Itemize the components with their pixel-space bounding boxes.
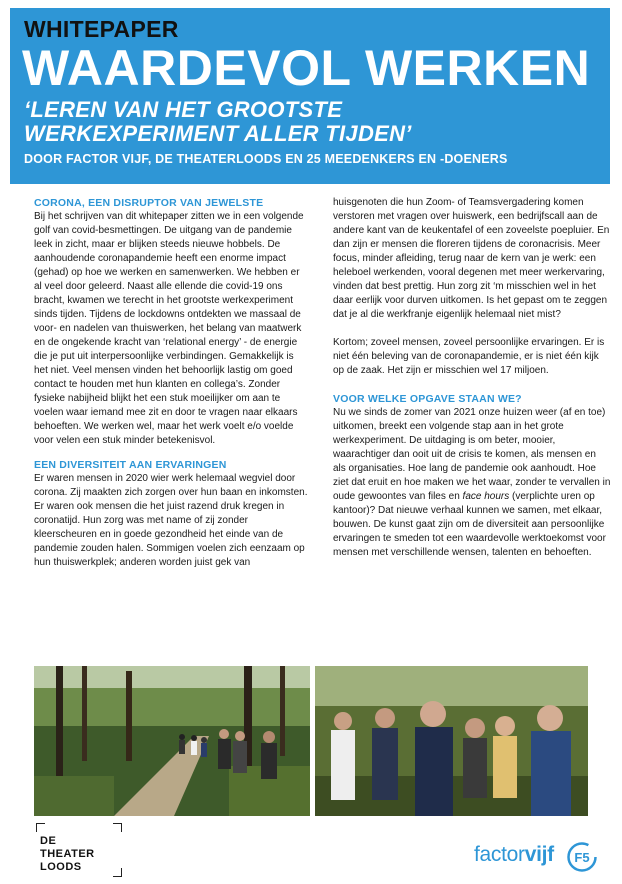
body-paragraph — [333, 406, 611, 560]
subtitle-line: WERKEXPERIMENT ALLER TIJDEN’ — [24, 121, 412, 146]
subtitle-line: ‘LEREN VAN HET GROOTSTE — [24, 97, 343, 122]
subtitle — [24, 98, 412, 146]
byline: DOOR FACTOR VIJF, DE THEATERLOODS EN 25 MEEDENKERS EN -DOENERS — [24, 152, 508, 166]
text-span: (verplichte uren op kantoor)? Dat nieuwe verhaal kunnen we samen, met elkaar, bouwen. De kunst gaat zijn om de diversiteit aan persoonlijke ervaringen te smeden tot een waardevolle werktoekomst voor mensen met verschillende wensen, talenten en behoeften. — [333, 491, 606, 558]
body-paragraph: huisgenoten die hun Zoom- of Teamsvergadering komen verstoren met vragen over huiswerk, een bedrijfscall aan de andere kant van de keukentafel of een zoveelste poepluier. En dan zijn er mensen die floreren tijdens de coronacrisis. Meer focus, minder afleiding, terug naar de kern van je werk: een heleboel werkenden, vooral degenen met meer werkervaring, vinden dat best prettig. Hun zorg zit ‘m misschien wel in het daar eerlijk voor durven uitkomen. Is het gepast om te zeggen dat je al die werkfranje eigenlijk helemaal niet mist? — [333, 197, 610, 320]
section-heading: EEN DIVERSITEIT AAN ERVARINGEN — [34, 459, 227, 471]
page-title: WAARDEVOL WERKEN — [22, 40, 591, 96]
factorvijf-logo — [474, 843, 554, 867]
photo-group-walk — [315, 666, 588, 816]
logo-text: THEATER — [40, 848, 95, 860]
f5-badge-icon — [566, 841, 598, 873]
left-column — [34, 196, 310, 570]
pre-title: WHITEPAPER — [24, 16, 179, 42]
logo-text: LOODS — [40, 861, 82, 873]
logo-text: vijf — [524, 843, 554, 866]
italic-term: face hours — [462, 491, 510, 502]
section-heading: CORONA, EEN DISRUPTOR VAN JEWELSTE — [34, 197, 264, 209]
logo-text: factor — [474, 843, 525, 866]
section-heading: VOOR WELKE OPGAVE STAAN WE? — [333, 393, 522, 405]
theaterloods-logo — [36, 823, 122, 877]
right-column — [333, 196, 611, 560]
logo-text: DE — [40, 835, 57, 847]
text-span: Nu we sinds de zomer van 2021 onze huizen weer (af en toe) uitkomen, breekt een volgende stap aan in het grote werkexperiment. De uitdaging is om beter, mooier, waarachtiger dan ooit uit de crisis te komen, als mensen en als organisaties. Hoe lang de pandemie ook aanhoudt. Hoe ziet dat eruit en hoe maken we het waar, zonder te vervallen in oude gewoontes van files en — [333, 407, 611, 502]
body-paragraph: Kortom; zoveel mensen, zoveel persoonlijke ervaringen. Er is niet één beleving van de coronapandemie, er is niet één kijk op de zaak. Het zijn er misschien wel 17 miljoen. — [333, 337, 605, 376]
body-paragraph: Bij het schrijven van dit whitepaper zitten we in een volgende golf van covid-besmettingen. De uitgang van de pandemie leek in zicht, maar er blijken steeds nieuwe hobbels. De aanhoudende coronapandemie heeft een enorme impact (gehad) op hoe we werken en samenwerken. We hebben er al veel door geleerd. Naast alle ellende die covid-19 ons bracht, kwamen we terecht in het grootste werkexperiment sinds tijden. Tijdens de lockdowns ontdekten we massaal de voor- en nadelen van thuiswerken, het belang van maatwerk en de ongekende kracht van ‘relational energy’ - de energie die je put uit interpersoonlijke verbindingen. Gemakkelijk is het niet. Veel mensen vinden het behoorlijk lastig om goed contact te houden met hun klanten en collega’s. Zonder fysieke nabijheid blijkt het een stuk moeilijker om aan te voelen waar iemand mee zit en door te vragen naar elkaars behoeften. We werken wel, maar het werk voelt e/o voelde voor velen een stuk minder betekenisvol. — [34, 211, 304, 446]
body-paragraph: Er waren mensen in 2020 wier werk helemaal wegviel door corona. Zij maakten zich zorgen over hun baan en inkomsten. Er waren ook mensen die het juist razend druk kregen in coronatijd. Hun zorg was met name of zij zonder kleerscheuren en in goede gezondheid het einde van de pandemie zouden halen. Sommigen voelen zich eenzaam op hun thuiswerkplek; anderen worden juist gek van — [34, 473, 308, 568]
photo-forest-walk — [34, 666, 310, 816]
f5-badge-text: F5 — [574, 850, 590, 865]
